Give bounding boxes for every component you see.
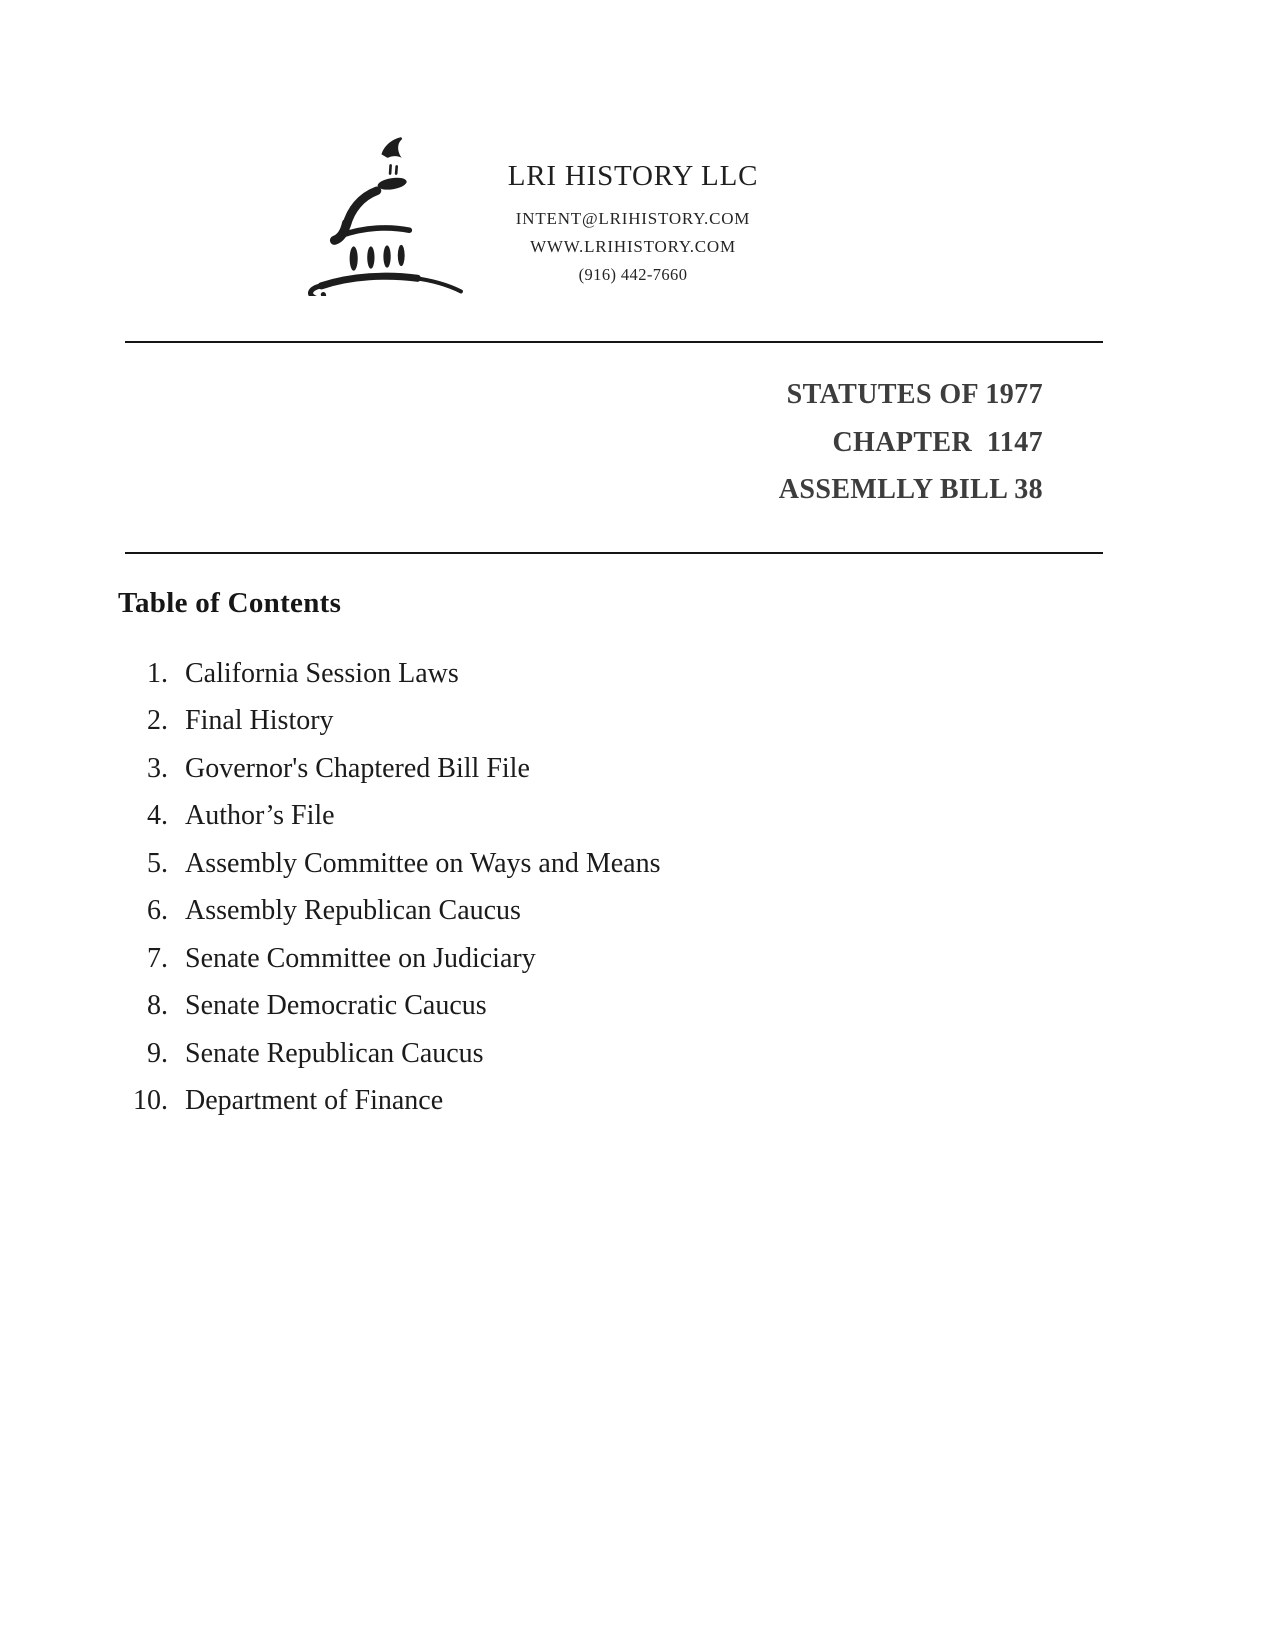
toc-item-label: Senate Democratic Caucus — [185, 990, 487, 1022]
toc-item-number: 7. — [147, 942, 168, 974]
toc-heading: Table of Contents — [118, 587, 342, 619]
toc-item — [0, 935, 800, 983]
toc-item-label: Assembly Republican Caucus — [185, 895, 521, 927]
toc-item — [0, 650, 800, 698]
toc-item — [0, 745, 800, 793]
toc-item-label: California Session Laws — [185, 657, 459, 689]
reference-line-chapter: CHAPTER 1147 — [832, 426, 1043, 458]
toc-item — [0, 888, 800, 936]
toc-item — [0, 983, 800, 1031]
statute-reference-block — [779, 371, 1043, 514]
company-website: WWW.LRIHISTORY.COM — [530, 237, 736, 256]
toc-item-number: 2. — [147, 705, 168, 737]
toc-item-label: Senate Republican Caucus — [185, 1037, 484, 1069]
toc-item-label: Author’s File — [185, 800, 335, 832]
toc-list — [0, 650, 800, 1125]
toc-item — [0, 840, 800, 888]
toc-item-label: Governor's Chaptered Bill File — [185, 752, 530, 784]
toc-item — [0, 698, 800, 746]
divider-top — [125, 341, 1103, 343]
company-phone: (916) 442-7660 — [578, 265, 688, 284]
toc-item-number: 9. — [147, 1037, 168, 1069]
toc-item — [0, 1078, 800, 1126]
toc-item-number: 6. — [147, 895, 168, 927]
toc-item-number: 8. — [147, 990, 168, 1022]
toc-item-number: 5. — [147, 847, 168, 879]
company-name: LRI HISTORY LLC — [507, 160, 759, 192]
toc-item — [0, 793, 800, 841]
company-email: INTENT@LRIHISTORY.COM — [515, 209, 751, 228]
capitol-dome-logo-icon — [296, 124, 468, 296]
toc-item-label: Final History — [185, 705, 334, 737]
toc-item-number: 10. — [133, 1085, 168, 1117]
toc-item — [0, 1030, 800, 1078]
toc-item-label: Assembly Committee on Ways and Means — [185, 847, 661, 879]
divider-bottom — [125, 552, 1103, 554]
toc-item-label: Department of Finance — [185, 1085, 444, 1117]
toc-item-number: 3. — [147, 752, 168, 784]
toc-item-number: 1. — [147, 657, 168, 689]
reference-line-statutes: STATUTES OF 1977 — [786, 379, 1043, 410]
reference-line-bill: ASSEMLLY BILL 38 — [778, 474, 1043, 505]
toc-item-number: 4. — [147, 800, 168, 832]
toc-item-label: Senate Committee on Judiciary — [185, 942, 536, 974]
